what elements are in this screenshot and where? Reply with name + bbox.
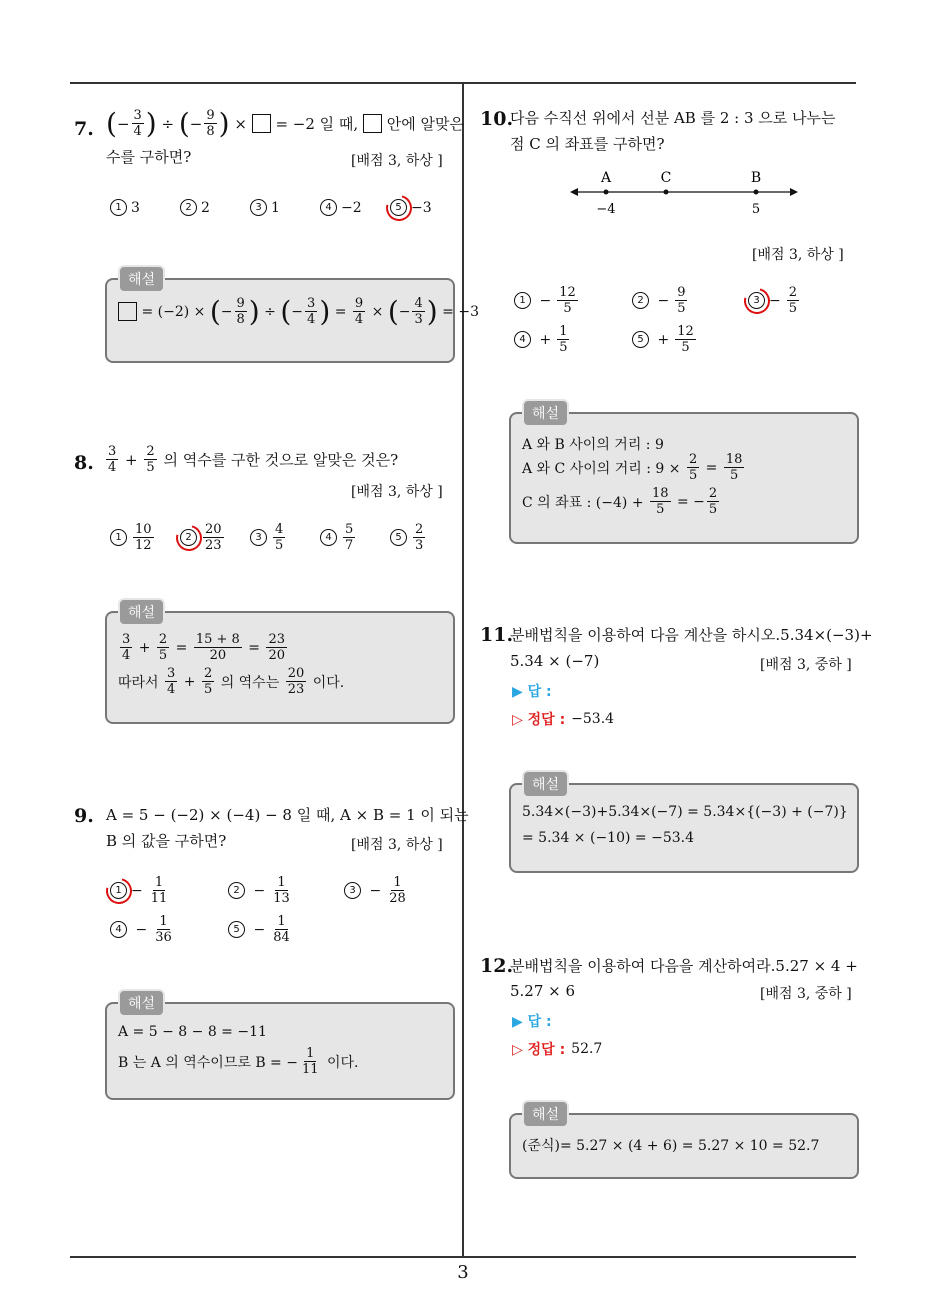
q7-solution-tag: 해설: [118, 265, 165, 293]
q7-option-4[interactable]: 4 −2: [320, 199, 362, 216]
q10-solution-line1: A 와 B 사이의 거리 : 9: [522, 437, 664, 453]
answer-mark-icon: [171, 520, 207, 556]
question-8-number: 8.: [74, 452, 94, 474]
q7-option-3[interactable]: 3 1: [250, 199, 280, 216]
q8-option-3[interactable]: 3 $\frac{4}{5}$: [250, 522, 287, 553]
question-9-line1: A = 5 − (−2) × (−4) − 8 일 때, A × B = 1 이 되는: [106, 806, 469, 824]
question-11-score: [배점 3, 중하 ]: [760, 657, 852, 673]
q11-answer-label: ▶ 답 :: [512, 684, 552, 700]
q9-solution-tag: 해설: [118, 989, 165, 1017]
point-c-label: C: [660, 170, 672, 186]
q10-solution-line2: A 와 C 사이의 거리 : 9 × $\frac{2}{5}$ = $\frac{18}{5}$: [522, 452, 743, 483]
point-b-label: B: [750, 170, 762, 186]
point-a-label: A: [600, 170, 612, 186]
q12-answer-row[interactable]: [512, 1011, 552, 1031]
tick-a-value: −4: [596, 202, 616, 217]
q8-solution-post: 이다.: [312, 674, 345, 691]
q8-option-4[interactable]: 4 $\frac{5}{7}$: [320, 522, 357, 553]
question-7-line2: 수를 구하면?: [106, 148, 192, 166]
q10-solution-line3: C 의 좌표 : (−4) + $\frac{18}{5}$ = − $\frac{2}{5}$: [522, 486, 718, 517]
question-8-lead: 의 역수를 구한 것으로 알맞은 것은?: [163, 450, 399, 469]
q11-answer-row[interactable]: [512, 681, 552, 701]
q11-correct-value: −53.4: [571, 711, 615, 727]
q10-option-2[interactable]: 2 − $\frac{9}{5}$: [632, 285, 689, 316]
question-11-number: 11.: [480, 624, 514, 646]
q10-option-4[interactable]: 4 + $\frac{1}{5}$: [514, 324, 571, 355]
q9-option-5[interactable]: 5 − $\frac{1}{84}$: [228, 914, 294, 945]
q12-correct-value: 52.7: [571, 1041, 603, 1057]
q12-solution-tag: 해설: [522, 1100, 569, 1128]
q11-correct-label: ▷ 정답 :: [512, 712, 566, 728]
question-7-score: [배점 3, 하상 ]: [351, 153, 443, 169]
q9-option-2[interactable]: 2 − $\frac{1}{13}$: [228, 875, 294, 906]
q7-solution: = (−2) × ( − $\frac{9}{8}$ ) ÷ ( − $\frac{3}{4}$ ) = $\frac{9}{4}$ × ( − $\frac{4}{3}$ ) = −3: [118, 296, 479, 327]
q12-solution-line1: (준식)= 5.27 × (4 + 6) = 5.27 × 10 = 52.7: [522, 1138, 820, 1154]
q11-solution-line2: = 5.34 × (−10) = −53.4: [522, 830, 694, 846]
question-12-number: 12.: [480, 955, 514, 977]
q9-solution-line2: B 는 A 의 역수이므로 B = − $\frac{1}{11}$ 이다.: [118, 1046, 359, 1077]
q12-correct-label: ▷ 정답 :: [512, 1042, 566, 1058]
q8-solution-tag: 해설: [118, 598, 165, 626]
q8-option-1[interactable]: 1 $\frac{10}{12}$: [110, 522, 156, 553]
q9-solution-post: 이다.: [326, 1054, 359, 1071]
answer-mark-icon: [381, 190, 417, 226]
question-10-number: 10.: [480, 108, 514, 130]
q10-solution-tag: 해설: [522, 399, 569, 427]
question-7-number: 7.: [74, 118, 94, 140]
question-8-text: $\frac{3}{4}$ + $\frac{2}{5}$ 의 역수를 구한 것으로 알맞은 것은?: [108, 444, 399, 475]
answer-mark-icon: [101, 873, 137, 909]
q9-option-4[interactable]: 4 − $\frac{1}{36}$: [110, 914, 176, 945]
q8-solution-line1: $\frac{3}{4}$ + $\frac{2}{5}$ = $\frac{15 + 8}{20}$ = $\frac{23}{20}$: [122, 632, 286, 663]
question-7-text: ( − $\frac{3}{4}$ ) ÷ ( − $\frac{9}{8}$ ) × = −2 일 때, 안에 알맞은: [106, 106, 464, 140]
q11-correct-row: [512, 709, 614, 729]
question-11-line1: 분배법칙을 이용하여 다음 계산을 하시오.5.34×(−3)+: [510, 626, 873, 644]
answer-mark-icon: [739, 283, 775, 319]
question-12-line2: 5.27 × 6: [510, 982, 576, 1000]
question-12-score: [배점 3, 중하 ]: [760, 986, 852, 1002]
bottom-rule: [70, 1256, 856, 1258]
question-10-line2: 점 C 의 좌표를 구하면?: [510, 135, 665, 153]
q9-option-3[interactable]: 3 − $\frac{1}{28}$: [344, 875, 410, 906]
question-12-line1: 분배법칙을 이용하여 다음을 계산하여라.5.27 × 4 +: [510, 957, 858, 975]
question-9-number: 9.: [74, 805, 94, 827]
question-8-score: [배점 3, 하상 ]: [351, 484, 443, 500]
q12-answer-label: ▶ 답 :: [512, 1014, 552, 1030]
q8-option-5[interactable]: 5 $\frac{2}{3}$: [390, 522, 427, 553]
question-9-line2: B 의 값을 구하면?: [106, 832, 227, 850]
q8-solution-line2: 따라서 $\frac{3}{4}$ + $\frac{2}{5}$ 의 역수는 $\frac{20}{23}$ 이다.: [118, 666, 345, 697]
column-divider: [462, 83, 464, 1257]
q8-solution-mid: 의 역수는: [220, 674, 280, 691]
q9-solution-pre: B 는 A 의 역수이므로 B = −: [118, 1054, 298, 1071]
q10-option-5[interactable]: 5 + $\frac{12}{5}$: [632, 324, 698, 355]
q8-option-2[interactable]: 2 $\frac{20}{23}$: [180, 522, 226, 553]
q10-option-1[interactable]: 1 − $\frac{12}{5}$: [514, 285, 580, 316]
q9-option-1[interactable]: 1 − $\frac{1}{11}$: [110, 875, 171, 906]
question-9-score: [배점 3, 하상 ]: [351, 837, 443, 853]
q10-solution-pre2: A 와 C 사이의 거리 : 9 ×: [522, 460, 681, 477]
q7-option-1[interactable]: 1 3: [110, 199, 140, 216]
q12-correct-row: [512, 1039, 602, 1059]
q7-option-5[interactable]: 5 −3: [390, 199, 432, 216]
q11-solution-tag: 해설: [522, 770, 569, 798]
q11-solution-line1: 5.34×(−3)+5.34×(−7) = 5.34×{(−3) + (−7)}: [522, 804, 848, 820]
tick-b-value: 5: [751, 202, 761, 217]
question-10-score: [배점 3, 하상 ]: [752, 247, 844, 263]
q10-option-3[interactable]: 3 − $\frac{2}{5}$: [748, 285, 801, 316]
question-10-line1: 다음 수직선 위에서 선분 AB 를 2 : 3 으로 나누는: [510, 109, 836, 127]
q10-solution-pre3: C 의 좌표 : (−4) +: [522, 494, 644, 511]
q9-solution-line1: A = 5 − 8 − 8 = −11: [118, 1024, 267, 1040]
q7-option-2[interactable]: 2 2: [180, 199, 210, 216]
question-11-line2: 5.34 × (−7): [510, 652, 600, 670]
number-line-diagram: [570, 165, 800, 220]
q8-solution-pre: 따라서: [118, 674, 159, 691]
page-number: 3: [457, 1262, 469, 1283]
